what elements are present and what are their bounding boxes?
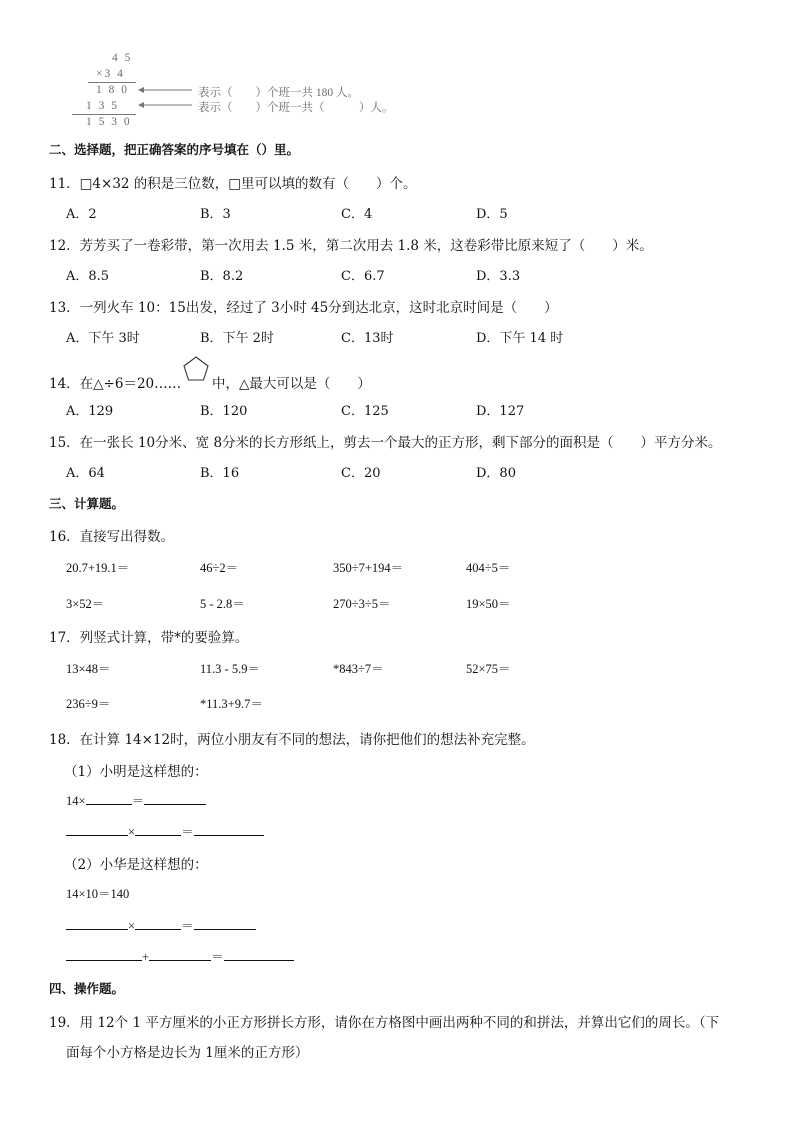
annotation-2: 表示（ ）个班一共（ ）人。 [198, 102, 394, 114]
q12-option-c: C．6.7 [341, 269, 385, 284]
q17-item-3: *843÷7＝ [333, 662, 384, 676]
mult-row-4: 1 3 5 [86, 100, 119, 112]
q15-option-d: D．80 [476, 466, 516, 481]
answer-blank[interactable] [86, 792, 132, 805]
equals-sign: ＝ [211, 950, 224, 964]
q17-item-4: 52×75＝ [466, 662, 511, 676]
question-19-line-2: 面每个小方格是边长为 1厘米的正方形） [66, 1045, 309, 1061]
mult-row-3: 1 8 0 [96, 84, 129, 96]
q11-option-b: B．3 [200, 207, 231, 222]
question-15: 15．在一张长 10分米、宽 8分米的长方形纸上，剪去一个最大的正方形，剩下部分的面积是（ ）平方分米。 [49, 435, 722, 451]
question-12: 12．芳芳买了一卷彩带，第一次用去 1.5 米，第二次用去 1.8 米，这卷彩带比原来短了（ ）米。 [49, 238, 653, 254]
q18-sub-1: （1）小明是这样想的： [64, 764, 208, 780]
mult-row-5: 1 5 3 0 [86, 116, 132, 128]
answer-blank[interactable] [149, 948, 211, 961]
q15-option-b: B．16 [200, 466, 240, 481]
question-11: 11．□4×32 的积是三位数，□里可以填的数有（ ）个。 [49, 176, 417, 192]
q16-item-5: 3×52＝ [66, 597, 105, 611]
mult-row-1: 4 5 [112, 52, 133, 64]
equals-sign: ＝ [181, 825, 194, 839]
q16-item-3: 350÷7+194＝ [333, 561, 404, 575]
q18-sub-2: （2）小华是这样想的： [64, 857, 208, 873]
question-14-part-1: 14．在△÷6＝20…… [49, 376, 182, 392]
q11-option-a: A．2 [66, 207, 97, 222]
q16-item-2: 46÷2＝ [200, 561, 239, 575]
question-14-part-2: 中，△最大可以是（ ） [212, 376, 371, 392]
q17-item-1: 13×48＝ [66, 662, 111, 676]
q11-option-c: C．4 [341, 207, 373, 222]
q11-option-d: D．5 [476, 207, 508, 222]
section-2-heading: 二、选择题，把正确答案的序号填在（）里。 [49, 142, 300, 157]
answer-blank[interactable] [194, 823, 264, 836]
q16-item-4: 404÷5＝ [466, 561, 511, 575]
annotation-1: 表示（ ）个班一共 180 人。 [198, 87, 359, 99]
question-17: 17．列竖式计算，带*的要验算。 [49, 630, 249, 646]
question-16: 16．直接写出得数。 [49, 529, 175, 545]
q13-option-d: D．下午 14 时 [476, 331, 564, 346]
q14-option-a: A．129 [66, 404, 114, 419]
q16-item-8: 19×50＝ [466, 597, 511, 611]
q12-option-b: B．8.2 [200, 269, 244, 284]
answer-blank[interactable] [66, 948, 142, 961]
q13-option-c: C．13时 [341, 331, 394, 346]
q18-line-3 [66, 916, 256, 934]
q18-line-2 [66, 822, 264, 840]
times-sign: × [128, 825, 136, 839]
question-13: 13．一列火车 10：15出发，经过了 3小时 45分到达北京，这时北京时间是（ ） [49, 300, 558, 316]
question-18: 18．在计算 14×12时，两位小朋友有不同的想法，请你把他们的想法补充完整。 [49, 732, 535, 748]
plus-sign: + [142, 950, 150, 964]
equals-sign: ＝ [131, 794, 145, 808]
question-19-line-1: 19．用 12个 1 平方厘米的小正方形拼长方形，请你在方格图中画出两种不同的和拼法，并算出它们的周长。（下 [49, 1015, 720, 1031]
q15-option-a: A．64 [66, 466, 105, 481]
q17-item-6: *11.3+9.7＝ [200, 697, 263, 711]
answer-blank[interactable] [224, 948, 294, 961]
answer-blank[interactable] [66, 917, 128, 930]
mult-line-2 [72, 114, 136, 115]
q18-line-4 [66, 947, 294, 965]
q15-option-c: C．20 [341, 466, 381, 481]
mult-line-1 [88, 82, 136, 83]
q16-item-7: 270÷3÷5＝ [333, 597, 391, 611]
q17-item-2: 11.3 - 5.9＝ [200, 662, 260, 676]
q16-item-6: 5 - 2.8＝ [200, 597, 245, 611]
answer-blank[interactable] [66, 823, 128, 836]
mult-row-2: ×3 4 [96, 68, 125, 80]
times-sign: × [128, 919, 136, 933]
q18-line1-prefix: 14× [66, 794, 86, 808]
q16-item-1: 20.7+19.1＝ [66, 561, 130, 575]
q12-option-a: A．8.5 [66, 269, 110, 284]
q14-option-b: B．120 [200, 404, 248, 419]
answer-blank[interactable] [135, 917, 181, 930]
q18-given: 14×10＝140 [66, 887, 130, 901]
answer-blank[interactable] [144, 792, 206, 805]
q12-option-d: D．3.3 [476, 269, 521, 284]
q18-line-1 [66, 791, 206, 809]
answer-blank[interactable] [135, 823, 181, 836]
q13-option-a: A．下午 3时 [66, 331, 140, 346]
section-3-heading: 三、计算题。 [49, 496, 125, 511]
q13-option-b: B．下午 2时 [200, 331, 274, 346]
equals-sign: ＝ [181, 919, 194, 933]
arrow-icons [136, 84, 198, 110]
q14-option-c: C．125 [341, 404, 389, 419]
q14-option-d: D．127 [476, 404, 525, 419]
pentagon-icon [182, 355, 210, 383]
q17-item-5: 236÷9＝ [66, 697, 111, 711]
section-4-heading: 四、操作题。 [49, 981, 125, 996]
answer-blank[interactable] [194, 917, 256, 930]
